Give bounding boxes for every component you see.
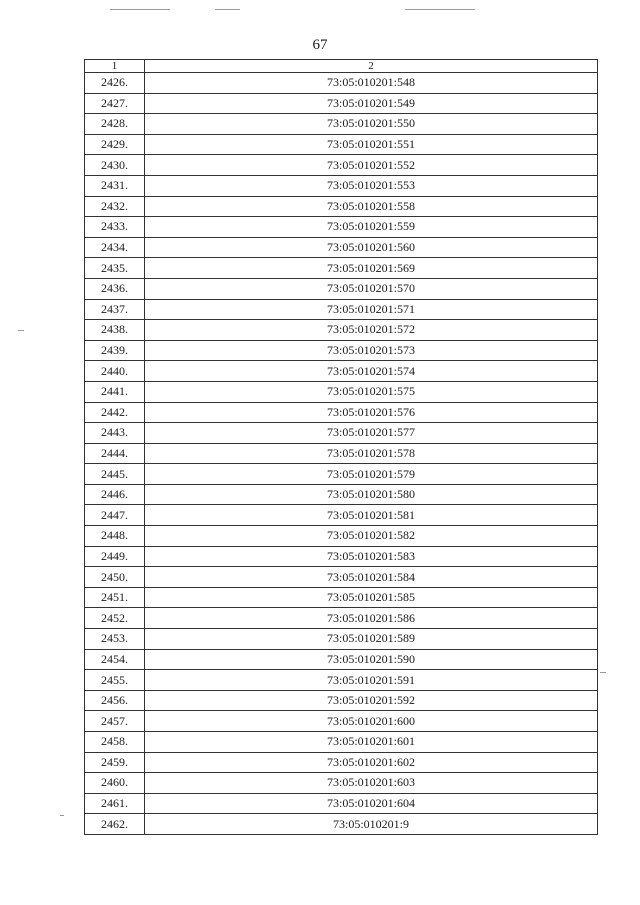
row-number: 2462. (85, 814, 145, 835)
row-number: 2437. (85, 299, 145, 320)
table-row (85, 732, 598, 753)
cadastral-number: 73:05:010201:578 (145, 443, 598, 464)
cadastral-number: 73:05:010201:603 (145, 773, 598, 794)
cadastral-number: 73:05:010201:549 (145, 93, 598, 114)
cadastral-number: 73:05:010201:574 (145, 361, 598, 382)
row-number: 2429. (85, 134, 145, 155)
row-number: 2431. (85, 175, 145, 196)
row-number: 2460. (85, 773, 145, 794)
table-row (85, 793, 598, 814)
cadastral-number: 73:05:010201:572 (145, 320, 598, 341)
row-number: 2439. (85, 340, 145, 361)
row-number: 2452. (85, 608, 145, 629)
cadastral-number: 73:05:010201:583 (145, 546, 598, 567)
column-header-1: 1 (85, 60, 145, 73)
cadastral-number: 73:05:010201:9 (145, 814, 598, 835)
cadastral-number: 73:05:010201:560 (145, 237, 598, 258)
row-number: 2446. (85, 484, 145, 505)
cadastral-number: 73:05:010201:575 (145, 381, 598, 402)
table-row (85, 237, 598, 258)
table-row (85, 196, 598, 217)
table-row (85, 361, 598, 382)
cadastral-number: 73:05:010201:590 (145, 649, 598, 670)
table-row (85, 73, 598, 94)
row-number: 2449. (85, 546, 145, 567)
scan-artifact (600, 672, 606, 673)
cadastral-number-table (84, 59, 598, 835)
row-number: 2438. (85, 320, 145, 341)
cadastral-number: 73:05:010201:576 (145, 402, 598, 423)
table-row (85, 258, 598, 279)
row-number: 2451. (85, 587, 145, 608)
row-number: 2455. (85, 670, 145, 691)
cadastral-number: 73:05:010201:550 (145, 114, 598, 135)
row-number: 2458. (85, 732, 145, 753)
cadastral-number: 73:05:010201:573 (145, 340, 598, 361)
cadastral-number: 73:05:010201:551 (145, 134, 598, 155)
row-number: 2440. (85, 361, 145, 382)
table-header-row (85, 60, 598, 73)
cadastral-number: 73:05:010201:582 (145, 526, 598, 547)
table-row (85, 278, 598, 299)
table-row (85, 670, 598, 691)
scan-artifact (18, 330, 24, 331)
table-row (85, 340, 598, 361)
table-row (85, 505, 598, 526)
table-row (85, 587, 598, 608)
row-number: 2432. (85, 196, 145, 217)
table-row (85, 423, 598, 444)
table-row (85, 752, 598, 773)
table-row (85, 608, 598, 629)
scan-artifact (60, 815, 64, 816)
cadastral-number: 73:05:010201:552 (145, 155, 598, 176)
cadastral-number: 73:05:010201:570 (145, 278, 598, 299)
row-number: 2442. (85, 402, 145, 423)
column-header-2: 2 (145, 60, 598, 73)
row-number: 2441. (85, 381, 145, 402)
row-number: 2450. (85, 567, 145, 588)
table-row (85, 114, 598, 135)
table-row (85, 649, 598, 670)
table-row (85, 443, 598, 464)
table-row (85, 629, 598, 650)
row-number: 2435. (85, 258, 145, 279)
row-number: 2433. (85, 217, 145, 238)
table-row (85, 299, 598, 320)
cadastral-number: 73:05:010201:602 (145, 752, 598, 773)
row-number: 2447. (85, 505, 145, 526)
table-row (85, 711, 598, 732)
table-row (85, 381, 598, 402)
row-number: 2448. (85, 526, 145, 547)
row-number: 2427. (85, 93, 145, 114)
table-row (85, 155, 598, 176)
table-row (85, 526, 598, 547)
cadastral-number: 73:05:010201:589 (145, 629, 598, 650)
row-number: 2445. (85, 464, 145, 485)
row-number: 2434. (85, 237, 145, 258)
cadastral-number: 73:05:010201:577 (145, 423, 598, 444)
cadastral-number: 73:05:010201:591 (145, 670, 598, 691)
table-row (85, 464, 598, 485)
cadastral-number: 73:05:010201:586 (145, 608, 598, 629)
table-row (85, 402, 598, 423)
row-number: 2426. (85, 73, 145, 94)
cadastral-number: 73:05:010201:600 (145, 711, 598, 732)
cadastral-number: 73:05:010201:559 (145, 217, 598, 238)
row-number: 2428. (85, 114, 145, 135)
row-number: 2454. (85, 649, 145, 670)
table-row (85, 93, 598, 114)
table-row (85, 175, 598, 196)
table-row (85, 690, 598, 711)
cadastral-number: 73:05:010201:585 (145, 587, 598, 608)
cadastral-number: 73:05:010201:579 (145, 464, 598, 485)
table-row (85, 773, 598, 794)
table-row (85, 484, 598, 505)
page-number: 67 (312, 37, 328, 53)
row-number: 2453. (85, 629, 145, 650)
cadastral-number: 73:05:010201:580 (145, 484, 598, 505)
row-number: 2430. (85, 155, 145, 176)
row-number: 2444. (85, 443, 145, 464)
scan-artifact (110, 9, 170, 10)
cadastral-number: 73:05:010201:581 (145, 505, 598, 526)
scan-artifact (405, 9, 475, 10)
table-row (85, 320, 598, 341)
row-number: 2461. (85, 793, 145, 814)
scan-artifact (215, 9, 240, 10)
cadastral-number: 73:05:010201:553 (145, 175, 598, 196)
row-number: 2457. (85, 711, 145, 732)
table-row (85, 134, 598, 155)
row-number: 2459. (85, 752, 145, 773)
table-row (85, 567, 598, 588)
cadastral-number: 73:05:010201:601 (145, 732, 598, 753)
row-number: 2443. (85, 423, 145, 444)
cadastral-number: 73:05:010201:548 (145, 73, 598, 94)
cadastral-number: 73:05:010201:558 (145, 196, 598, 217)
cadastral-number: 73:05:010201:592 (145, 690, 598, 711)
cadastral-number: 73:05:010201:604 (145, 793, 598, 814)
table-body (85, 73, 598, 835)
table-row (85, 217, 598, 238)
cadastral-number: 73:05:010201:584 (145, 567, 598, 588)
row-number: 2456. (85, 690, 145, 711)
table-row (85, 814, 598, 835)
table-row (85, 546, 598, 567)
cadastral-number: 73:05:010201:571 (145, 299, 598, 320)
row-number: 2436. (85, 278, 145, 299)
cadastral-number: 73:05:010201:569 (145, 258, 598, 279)
